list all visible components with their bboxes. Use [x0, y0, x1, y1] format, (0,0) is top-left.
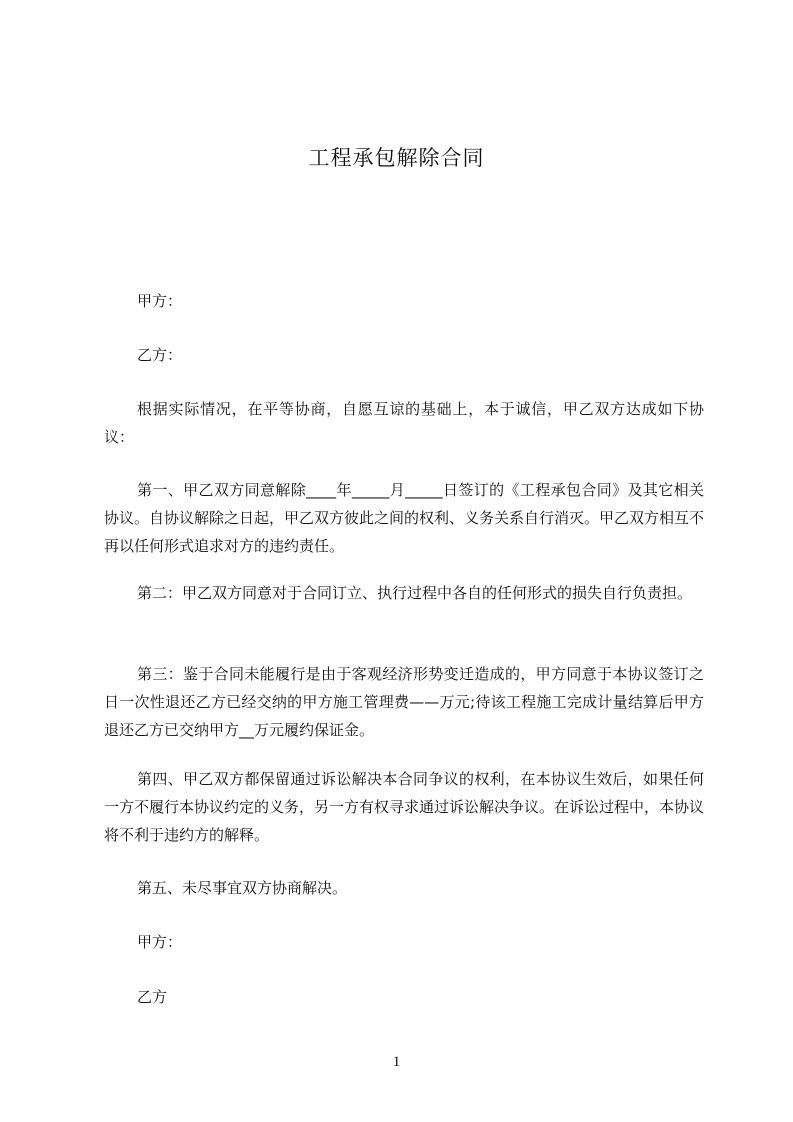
clause-4: 第四、甲乙双方都保留通过诉讼解决本合同争议的权利，在本协议生效后，如果任何一方不履行本协议约定的义务，另一方有权寻求通过诉讼解决争议。在诉讼过程中，本协议将不利于违约方的解释。	[104, 770, 705, 844]
clause-5: 第五、未尽事宜双方协商解决。	[137, 879, 348, 897]
signature-party-b: 乙方	[137, 988, 168, 1006]
clause-1: 第一、甲乙双方同意解除____年_____月_____日签订的《工程承包合同》及其它相关协议。自协议解除之日起，甲乙双方彼此之间的权利、义务关系自行消灭。甲乙双方相互不再以任何形式追求对方的违约责任。	[104, 481, 705, 555]
page-number: 1	[392, 1054, 401, 1070]
party-a-label: 甲方：	[137, 292, 183, 310]
document-title: 工程承包解除合同	[308, 146, 485, 170]
clause-3: 第三：鉴于合同未能履行是由于客观经济形势变迁造成的，甲方同意于本协议签订之日一次性退还乙方已经交纳的甲方施工管理费——万元;待该工程施工完成计量结算后甲方退还乙方已交纳甲方__万元履约保证金。	[104, 665, 704, 739]
clause-2: 第二：甲乙双方同意对于合同订立、执行过程中各自的任何形式的损失自行负责担。	[137, 584, 693, 602]
intro-paragraph: 根据实际情况，在平等协商，自愿互谅的基础上，本于诚信，甲乙双方达成如下协议：	[104, 400, 704, 446]
signature-party-a: 甲方：	[137, 933, 183, 951]
party-b-label: 乙方：	[137, 346, 183, 364]
